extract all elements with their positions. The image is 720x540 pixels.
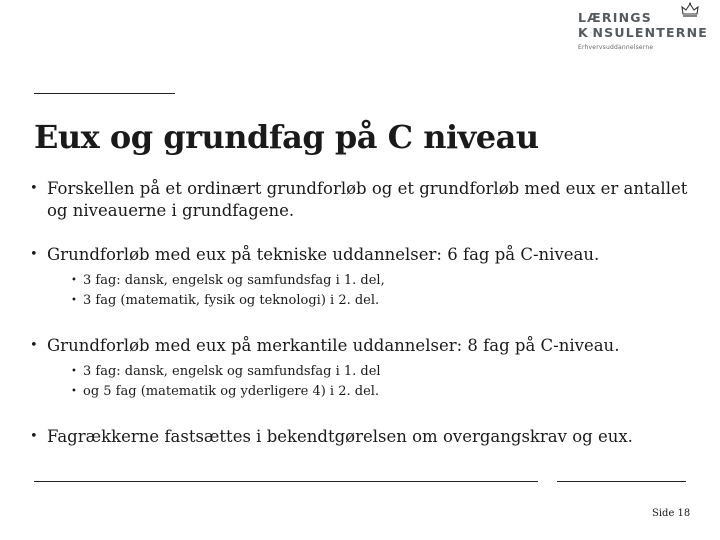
logo-line-1: LÆRINGS — [578, 10, 652, 25]
sub-bullet-item — [71, 271, 690, 291]
bullet-text: Fagrækkerne fastsættes i bekendtgørelsen om overgangskrav og eux. — [47, 427, 633, 446]
bullet-item — [30, 426, 690, 448]
top-divider — [34, 93, 175, 94]
sub-bullet-text: og 5 fag (matematik og yderligere 4) i 2. del. — [83, 384, 380, 399]
sub-bullet-dot: • — [71, 366, 77, 377]
slide-title: Eux og grundfag på C niveau — [34, 118, 539, 156]
bottom-divider-right — [557, 481, 686, 482]
bottom-divider-left — [34, 481, 538, 482]
sub-bullet-dot: • — [71, 386, 77, 397]
sub-bullet-text: 3 fag: dansk, engelsk og samfundsfag i 1. del — [83, 364, 381, 379]
logo-subtitle: Erhvervsuddannelserne — [578, 44, 654, 51]
logo-line-2-prefix: K — [578, 25, 589, 40]
bullet-list — [30, 178, 690, 448]
sub-bullet-dot: • — [71, 295, 77, 306]
page-number: Side 18 — [652, 508, 691, 519]
bullet-text: Grundforløb med eux på merkantile uddannelser: 8 fag på C-niveau. — [47, 336, 620, 355]
sub-bullet-item — [71, 362, 690, 382]
sub-bullet-text: 3 fag: dansk, engelsk og samfundsfag i 1. del, — [83, 273, 385, 288]
bullet-item — [30, 335, 690, 357]
bullet-text: Forskellen på et ordinært grundforløb og et grundforløb med eux er antallet og niveauerne i grundfagene. — [47, 179, 688, 220]
bullet-item — [30, 178, 690, 222]
sub-bullet-item — [71, 291, 690, 311]
bullet-dot: • — [30, 429, 38, 444]
sub-bullet-list — [71, 271, 690, 311]
bullet-item — [30, 244, 690, 266]
bullet-text: Grundforløb med eux på tekniske uddannelser: 6 fag på C-niveau. — [47, 245, 600, 264]
logo-dot-ring-icon — [590, 27, 592, 38]
bullet-dot: • — [30, 338, 38, 353]
logo-line-2 — [578, 25, 708, 40]
sub-bullet-list — [71, 362, 690, 402]
sub-bullet-item — [71, 382, 690, 402]
logo-line-2-suffix: NSULENTERNE — [592, 25, 708, 40]
bullet-dot: • — [30, 247, 38, 262]
sub-bullet-text: 3 fag (matematik, fysik og teknologi) i 2. del. — [83, 293, 380, 308]
bullet-dot: • — [30, 181, 38, 196]
crown-icon — [681, 2, 699, 18]
sub-bullet-dot: • — [71, 275, 77, 286]
